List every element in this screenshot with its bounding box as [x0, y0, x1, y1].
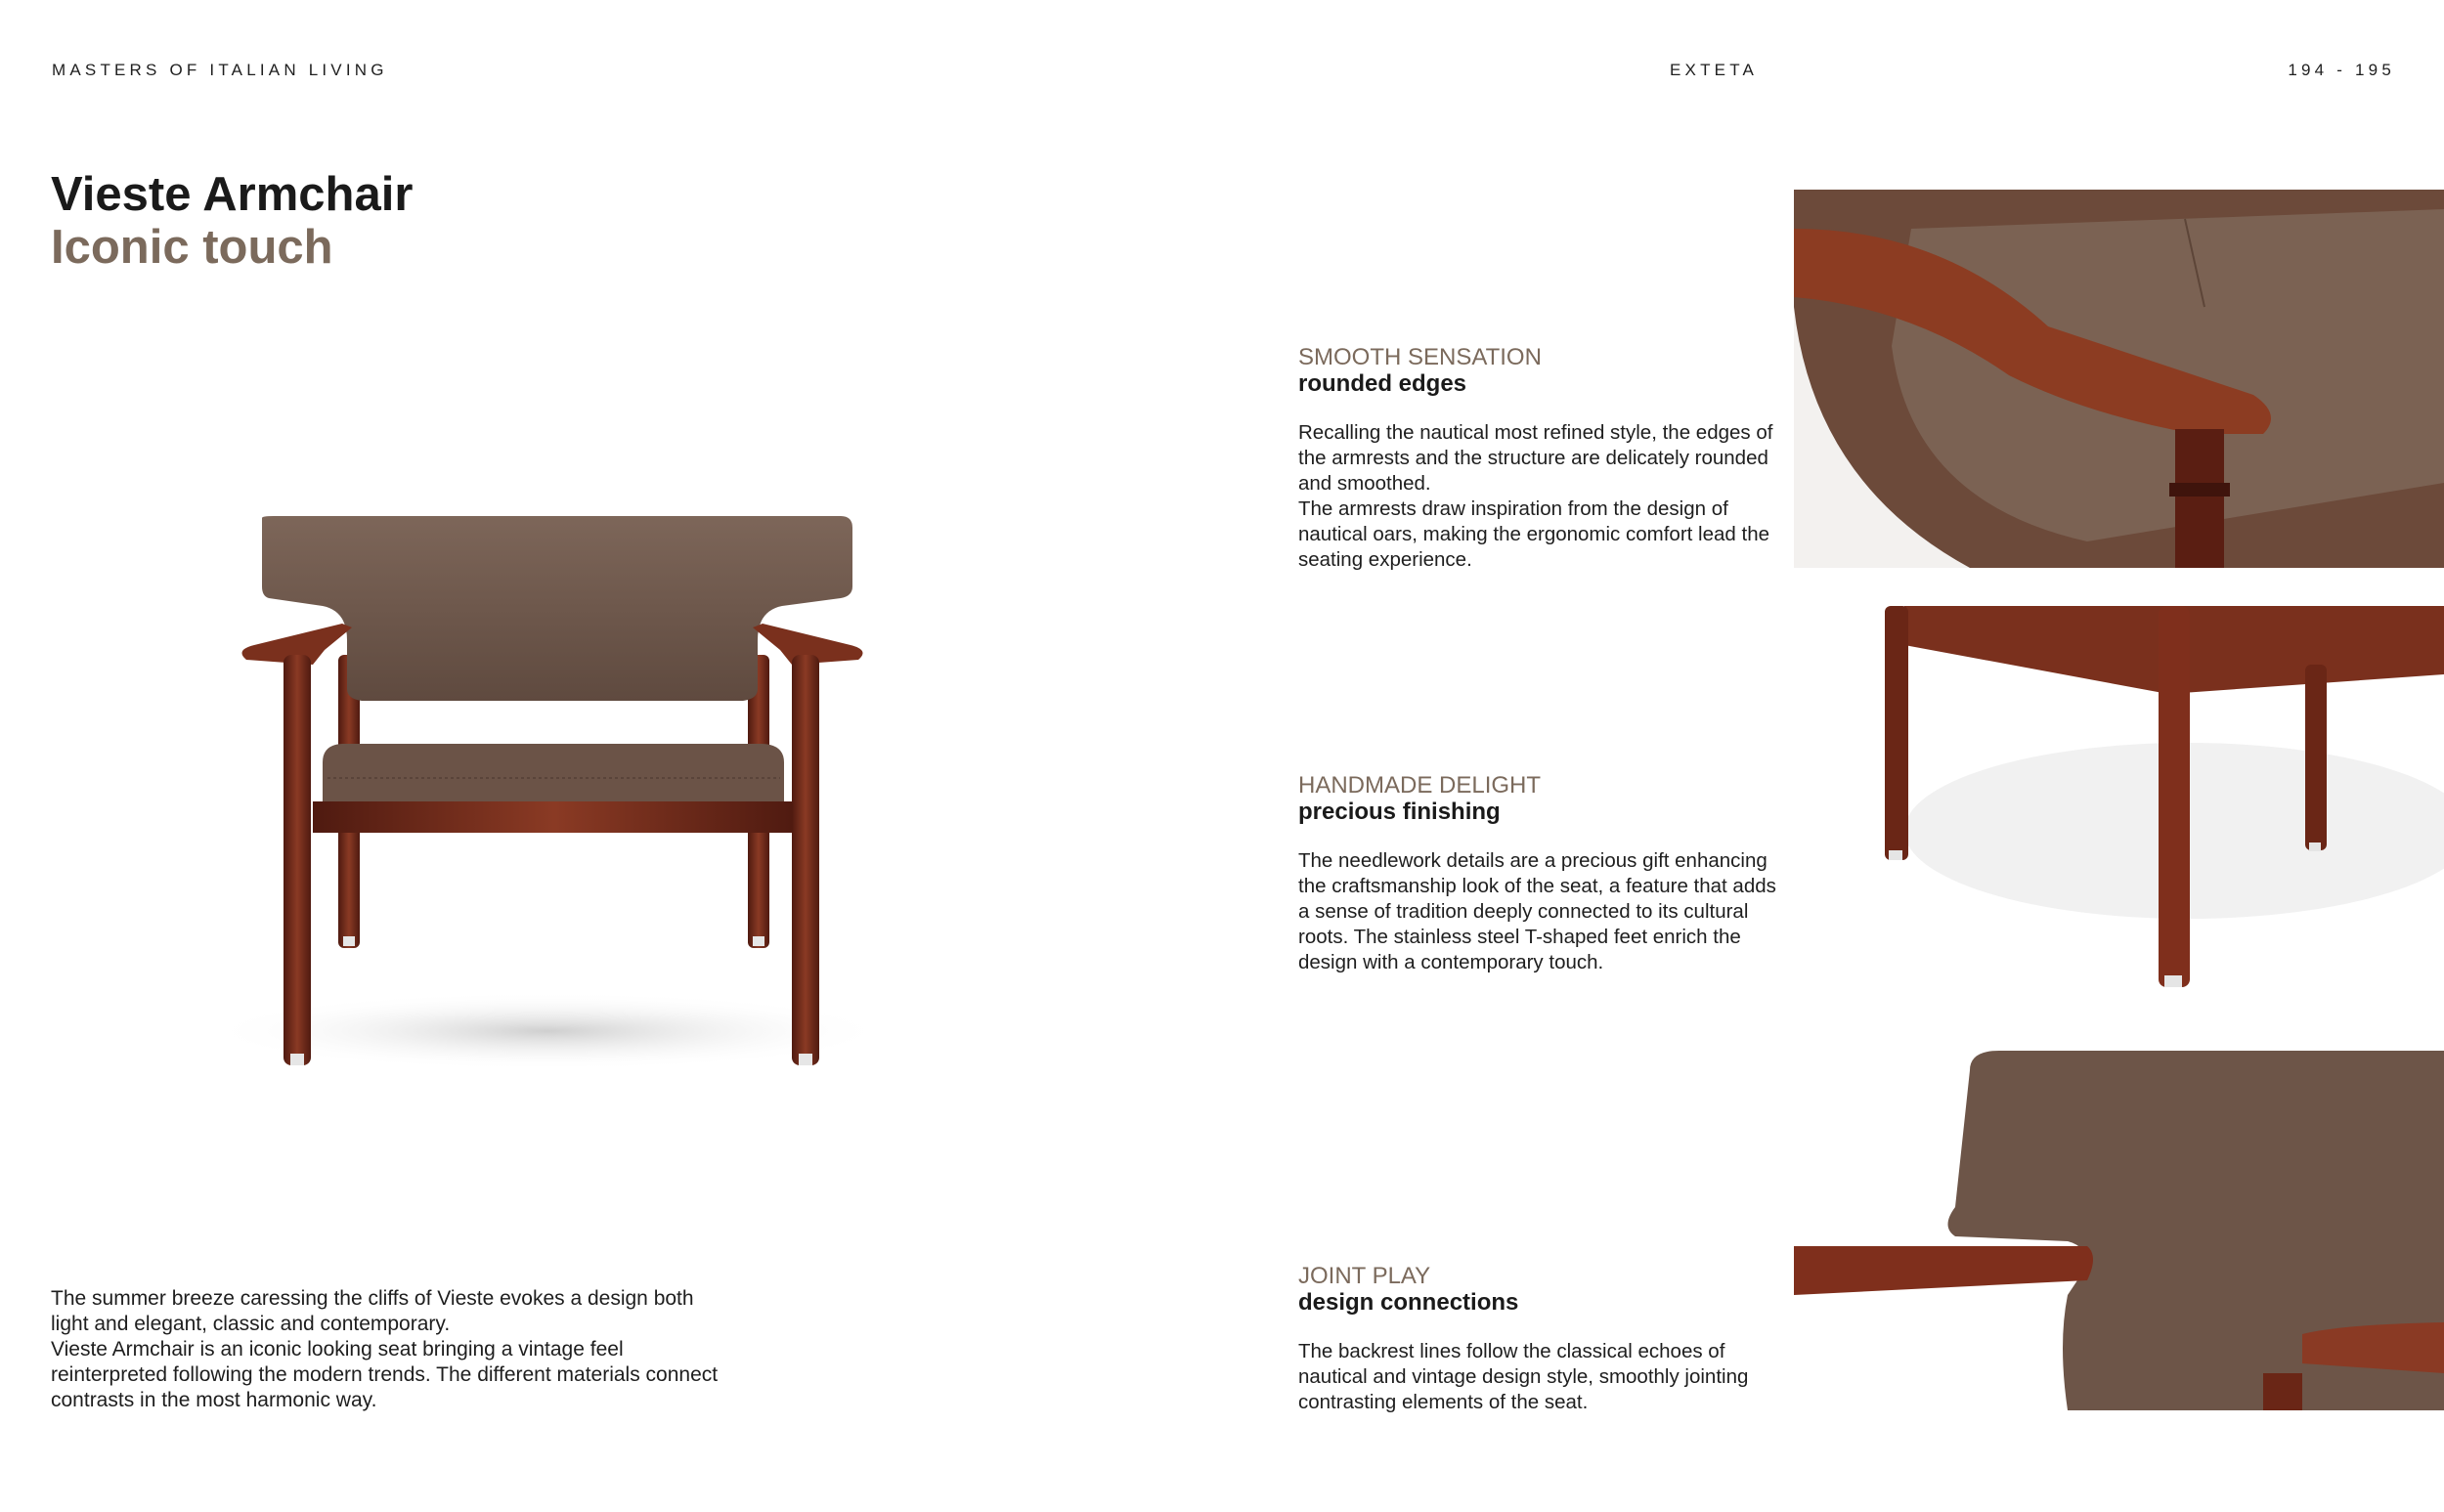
intro-paragraph-2: Vieste Armchair is an iconic looking seat bringing a vintage feel reinterpreted following the modern trends. The different materials connect contrasts in the most harmonic way. — [51, 1338, 719, 1411]
feature-title: HANDMADE DELIGHT — [1298, 772, 1542, 799]
feature-body: Recalling the nautical most refined style, the edges of the armrests and the structure are delicately rounded and smoothed. — [1298, 421, 1773, 495]
backrest-joint-photo — [1794, 1051, 2444, 1410]
product-name: Vieste Armchair — [51, 168, 414, 221]
page-numbers: 194 - 195 — [2288, 61, 2395, 79]
feature-title: SMOOTH SENSATION — [1298, 344, 1542, 370]
feature-body: The backrest lines follow the classical echoes of nautical and vintage design style, smoothly jointing contrasting elements of the seat. — [1298, 1340, 1749, 1413]
intro-text — [51, 1286, 735, 1413]
header-brand-name: EXTETA — [1670, 61, 1759, 79]
feature-body: The armrests draw inspiration from the design of nautical oars, making the ergonomic comfort lead the seating experience. — [1298, 497, 1770, 571]
header-brand-tagline: MASTERS OF ITALIAN LIVING — [52, 61, 388, 79]
intro-paragraph-1: The summer breeze caressing the cliffs of Vieste evokes a design both light and elegant, classic and contemporary. — [51, 1287, 694, 1335]
feature-handmade-delight — [1298, 772, 1777, 975]
feature-subtitle: rounded edges — [1298, 370, 1467, 397]
feature-body: The needlework details are a precious gift enhancing the craftsmanship look of the seat, a feature that adds a sense of tradition deeply connected to its cultural roots. The stainless steel T-shaped feet enrich the design with a contemporary touch. — [1298, 849, 1776, 973]
page-title — [51, 168, 413, 274]
feature-title: JOINT PLAY — [1298, 1263, 1431, 1289]
feature-joint-play — [1298, 1263, 1777, 1415]
armchair-main-photo — [166, 469, 938, 1095]
product-tagline: Iconic touch — [51, 221, 333, 274]
armrest-detail-photo — [1794, 190, 2444, 568]
feature-subtitle: design connections — [1298, 1289, 1519, 1316]
feature-smooth-sensation — [1298, 344, 1777, 573]
legs-detail-photo — [1875, 606, 2444, 997]
feature-subtitle: precious finishing — [1298, 799, 1501, 825]
